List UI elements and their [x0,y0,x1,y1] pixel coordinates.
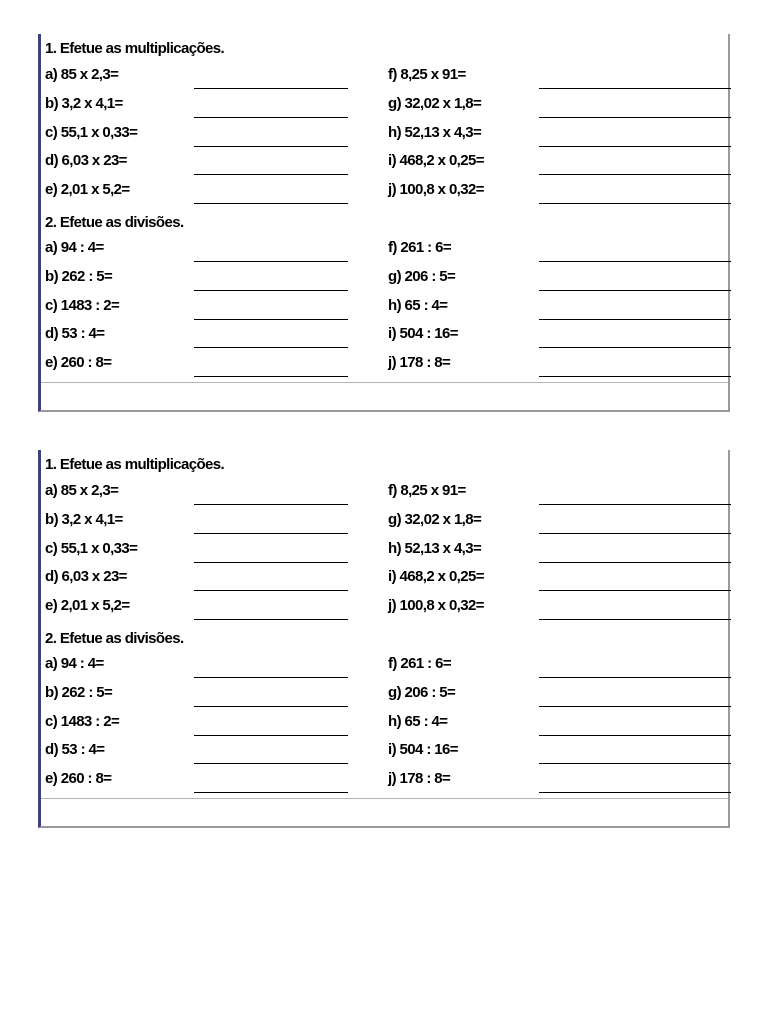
answer-line[interactable] [194,146,348,147]
answer-line[interactable] [194,88,348,89]
answer-line[interactable] [194,376,348,377]
answer-line[interactable] [194,290,348,291]
division-problem: i) 504 : 16= [388,325,458,342]
answer-line[interactable] [194,117,348,118]
answer-line[interactable] [194,347,348,348]
division-problem: h) 65 : 4= [388,297,448,314]
multiplication-problem: e) 2,01 x 5,2= [45,181,130,198]
divider [41,382,728,383]
answer-line[interactable] [194,763,348,764]
answer-line[interactable] [539,792,731,793]
answer-line[interactable] [539,117,731,118]
division-problem: c) 1483 : 2= [45,297,120,314]
answer-line[interactable] [194,504,348,505]
answer-line[interactable] [539,533,731,534]
multiplication-problem: j) 100,8 x 0,32= [388,181,484,198]
section-heading-divisions: 2. Efetue as divisões. [45,214,184,231]
answer-line[interactable] [194,319,348,320]
answer-line[interactable] [194,792,348,793]
answer-line[interactable] [194,261,348,262]
division-problem: b) 262 : 5= [45,268,113,285]
answer-line[interactable] [194,735,348,736]
multiplication-problem: g) 32,02 x 1,8= [388,511,482,528]
multiplication-problem: h) 52,13 x 4,3= [388,124,482,141]
division-problem: g) 206 : 5= [388,684,456,701]
multiplication-problem: a) 85 x 2,3= [45,482,119,499]
multiplication-problem: c) 55,1 x 0,33= [45,540,138,557]
multiplication-problem: i) 468,2 x 0,25= [388,568,484,585]
section-heading-multiplications: 1. Efetue as multiplicações. [45,40,225,57]
answer-line[interactable] [539,174,731,175]
answer-line[interactable] [539,735,731,736]
answer-line[interactable] [194,174,348,175]
division-problem: a) 94 : 4= [45,655,104,672]
multiplication-problem: j) 100,8 x 0,32= [388,597,484,614]
multiplication-problem: i) 468,2 x 0,25= [388,152,484,169]
division-problem: g) 206 : 5= [388,268,456,285]
answer-line[interactable] [194,203,348,204]
answer-line[interactable] [539,376,731,377]
multiplication-problem: f) 8,25 x 91= [388,482,466,499]
division-problem: h) 65 : 4= [388,713,448,730]
divider [41,798,728,799]
answer-line[interactable] [539,763,731,764]
answer-line[interactable] [539,88,731,89]
answer-line[interactable] [194,562,348,563]
answer-line[interactable] [539,290,731,291]
answer-line[interactable] [539,261,731,262]
worksheet-2 [38,450,730,828]
multiplication-problem: g) 32,02 x 1,8= [388,95,482,112]
answer-line[interactable] [194,533,348,534]
division-problem: j) 178 : 8= [388,354,451,371]
division-problem: i) 504 : 16= [388,741,458,758]
multiplication-problem: b) 3,2 x 4,1= [45,95,123,112]
multiplication-problem: f) 8,25 x 91= [388,66,466,83]
multiplication-problem: a) 85 x 2,3= [45,66,119,83]
answer-line[interactable] [539,619,731,620]
answer-line[interactable] [194,706,348,707]
answer-line[interactable] [539,706,731,707]
multiplication-problem: d) 6,03 x 23= [45,568,127,585]
answer-line[interactable] [539,203,731,204]
answer-line[interactable] [194,677,348,678]
multiplication-problem: d) 6,03 x 23= [45,152,127,169]
answer-line[interactable] [194,619,348,620]
answer-line[interactable] [194,590,348,591]
answer-line[interactable] [539,562,731,563]
multiplication-problem: b) 3,2 x 4,1= [45,511,123,528]
division-problem: e) 260 : 8= [45,770,112,787]
answer-line[interactable] [539,146,731,147]
division-problem: d) 53 : 4= [45,741,105,758]
answer-line[interactable] [539,677,731,678]
answer-line[interactable] [539,590,731,591]
answer-line[interactable] [539,319,731,320]
answer-line[interactable] [539,504,731,505]
division-problem: e) 260 : 8= [45,354,112,371]
division-problem: a) 94 : 4= [45,239,104,256]
section-heading-divisions: 2. Efetue as divisões. [45,630,184,647]
section-heading-multiplications: 1. Efetue as multiplicações. [45,456,225,473]
division-problem: b) 262 : 5= [45,684,113,701]
multiplication-problem: e) 2,01 x 5,2= [45,597,130,614]
worksheet-1 [38,34,730,412]
division-problem: f) 261 : 6= [388,655,452,672]
answer-line[interactable] [539,347,731,348]
multiplication-problem: c) 55,1 x 0,33= [45,124,138,141]
division-problem: d) 53 : 4= [45,325,105,342]
division-problem: c) 1483 : 2= [45,713,120,730]
multiplication-problem: h) 52,13 x 4,3= [388,540,482,557]
division-problem: f) 261 : 6= [388,239,452,256]
division-problem: j) 178 : 8= [388,770,451,787]
